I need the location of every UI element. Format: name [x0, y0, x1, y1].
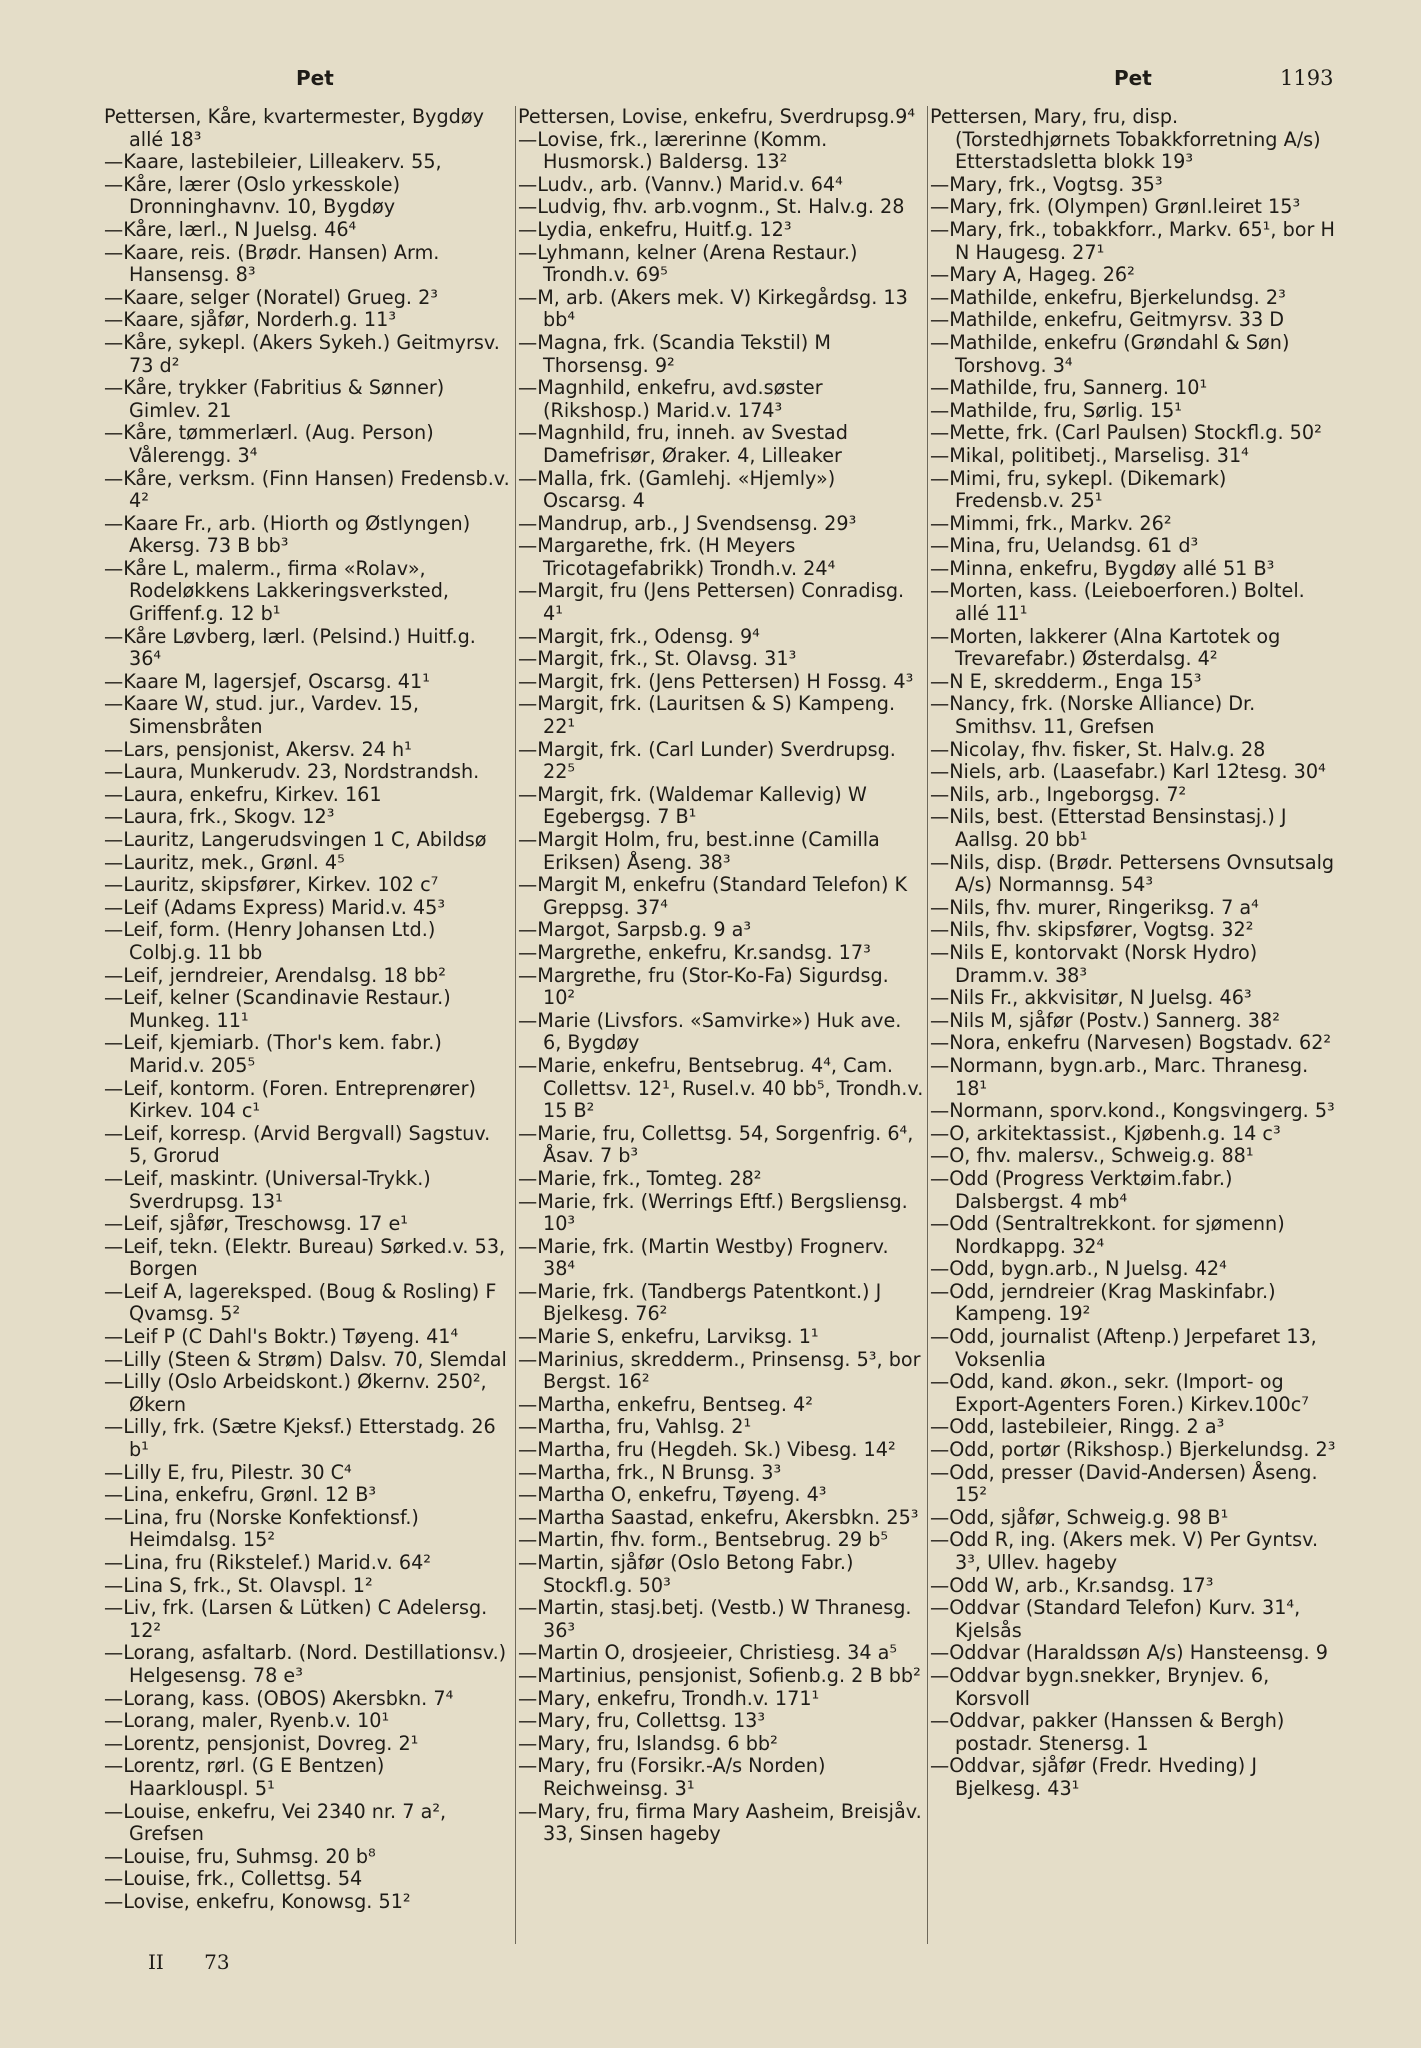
directory-entry: —Morten, lakkerer (Alna Kartotek og Trevarefabr.) Østerdalsg. 4²	[930, 624, 1281, 671]
directory-entry: —Kåre, lærl., N Juelsg. 46⁴	[104, 217, 357, 241]
directory-entry: —Margarethe, frk. (H Meyers Tricotagefabrikk) Trondh.v. 24⁴	[518, 534, 836, 580]
directory-entry: —Lorentz, rørl. (G E Bentzen) Haarklouspl. 5¹	[104, 1754, 385, 1800]
directory-entry: —Lyhmann, kelner (Arena Restaur.) Trondh.v. 69⁵	[518, 240, 858, 287]
directory-entry: —Lydia, enkefru, Huitf.g. 12³	[518, 217, 792, 241]
directory-entry: —Odd, journalist (Aftenp.) Jerpefaret 13, Voksenlia	[930, 1325, 1317, 1371]
directory-entry: —Mimmi, frk., Markv. 26²	[930, 511, 1172, 535]
directory-entry: —Martin, stasj.betj. (Vestb.) W Thranesg. 36³	[518, 1596, 912, 1642]
column-divider	[927, 106, 928, 1944]
directory-entry: —Leif, korresp. (Arvid Bergvall) Sagstuv. 5, Grorud	[104, 1121, 491, 1168]
directory-entry: —Odd W, arb., Kr.sandsg. 17³	[930, 1573, 1214, 1597]
directory-entry: —Nancy, frk. (Norske Alliance) Dr. Smithsv. 11, Grefsen	[930, 692, 1256, 739]
directory-entry: —O, fhv. malersv., Schweig.g. 88¹	[930, 1144, 1254, 1168]
directory-entry: —Lars, pensjonist, Akersv. 24 h¹	[104, 737, 412, 761]
directory-entry: —Nils, disp. (Brødr. Pettersens Ovnsutsalg A/s) Normannsg. 54³	[930, 850, 1335, 897]
directory-entry: —Magnhild, enkefru, avd.søster (Rikshosp.) Marid.v. 174³	[518, 376, 823, 422]
column-2	[518, 106, 924, 1946]
directory-entry: —Lina, enkefru, Grønl. 12 B³	[104, 1483, 377, 1507]
directory-entry: —Laura, frk., Skogv. 12³	[104, 805, 335, 829]
directory-entry: —Mimi, fru, sykepl. (Dikemark) Fredensb.v. 25¹	[930, 466, 1227, 513]
directory-entry: —Kåre, trykker (Fabritius & Sønner) Gimlev. 21	[104, 376, 445, 422]
directory-entry: —Minna, enkefru, Bygdøy allé 51 B³	[930, 556, 1275, 580]
directory-entry: —Kaare, sjåfør, Norderh.g. 11³	[104, 308, 397, 332]
directory-entry: —Leif, kontorm. (Foren. Entreprenører) Kirkev. 104 c¹	[104, 1076, 476, 1123]
directory-entry: —Lilly E, fru, Pilestr. 30 C⁴	[104, 1460, 352, 1484]
directory-entry: —Mina, fru, Uelandsg. 61 d³	[930, 534, 1199, 558]
directory-entry: —Marinius, skredderm., Prinsensg. 5³, bor Bergst. 16²	[518, 1347, 921, 1394]
directory-entry: —Martin, sjåfør (Oslo Betong Fabr.) Stockfl.g. 50³	[518, 1551, 854, 1597]
directory-entry: —Oddvar (Haraldssøn A/s) Hansteensg. 9	[930, 1641, 1328, 1665]
directory-entry: —Mary, frk., tobakkforr., Markv. 65¹, bor H N Haugesg. 27¹	[930, 217, 1335, 264]
directory-entry: —Kaare M, lagersjef, Oscarsg. 41¹	[104, 669, 430, 693]
directory-entry: —Odd, lastebileier, Ringg. 2 a³	[930, 1415, 1225, 1439]
directory-entry: —Laura, enkefru, Kirkev. 161	[104, 782, 382, 806]
directory-entry: —Martinius, pensjonist, Sofienb.g. 2 B bb²	[518, 1663, 921, 1687]
directory-entry: —Margot, Sarpsb.g. 9 a³	[518, 918, 752, 942]
directory-entry: —Odd, portør (Rikshosp.) Bjerkelundsg. 2³	[930, 1438, 1336, 1462]
directory-entry: —Margit, fru (Jens Pettersen) Conradisg. 4¹	[518, 579, 905, 626]
directory-entry: —Oddvar, sjåfør (Fredr. Hveding) J Bjelkesg. 43¹	[930, 1754, 1258, 1800]
directory-entry: —Mary, fru, Collettsg. 13³	[518, 1709, 766, 1733]
directory-entry: —Nils, best. (Etterstad Bensinstasj.) J Aallsg. 20 bb¹	[930, 805, 1287, 851]
directory-entry: —Martin, fhv. form., Bentsebrug. 29 b⁵	[518, 1528, 889, 1552]
directory-entry: —Nils, arb., Ingeborgsg. 7²	[930, 782, 1187, 806]
directory-entry: —Margit Holm, fru, best.inne (Camilla Eriksen) Åseng. 38³	[518, 828, 880, 874]
directory-entry: —Odd (Progress Verktøim.fabr.) Dalsbergst. 4 mb⁴	[930, 1166, 1233, 1213]
directory-entry: —Louise, fru, Suhmsg. 20 b⁸	[104, 1844, 376, 1868]
directory-entry: —Mary A, Hageg. 26²	[930, 263, 1135, 287]
directory-entry: —Nora, enkefru (Narvesen) Bogstadv. 62²	[930, 1031, 1332, 1055]
directory-entry: —Martha, fru, Vahlsg. 2¹	[518, 1415, 752, 1439]
directory-entry: —Martha O, enkefru, Tøyeng. 4³	[518, 1483, 827, 1507]
directory-entry: —Mathilde, enkefru, Bjerkelundsg. 2³	[930, 285, 1286, 309]
directory-entry: —Mathilde, fru, Sannerg. 10¹	[930, 376, 1208, 400]
directory-entry: Pettersen, Kåre, kvartermester, Bygdøy allé 18³	[104, 106, 484, 151]
directory-entry: —Lorang, maler, Ryenb.v. 10¹	[104, 1709, 390, 1733]
directory-entry: —Mary, fru (Forsikr.-A/s Norden) Reichweinsg. 3¹	[518, 1754, 826, 1800]
directory-entry: —Kåre, tømmerlærl. (Aug. Person) Vålerengg. 3⁴	[104, 421, 434, 467]
signature-mark: II	[148, 1950, 164, 1974]
directory-entry: —Leif, sjåfør, Treschowsg. 17 e¹	[104, 1212, 408, 1236]
directory-entry: —Leif (Adams Express) Marid.v. 45³	[104, 895, 446, 919]
directory-entry: —O, arkitektassist., Kjøbenh.g. 14 c³	[930, 1121, 1281, 1145]
directory-entry: —Leif P (C Dahl's Boktr.) Tøyeng. 41⁴	[104, 1325, 459, 1349]
directory-entry: —Margit, frk. (Waldemar Kallevig) W Egebergsg. 7 B¹	[518, 782, 867, 829]
directory-entry: —Nicolay, fhv. fisker, St. Halv.g. 28	[930, 737, 1266, 761]
directory-entry: —Margit, frk., Odensg. 9⁴	[518, 624, 760, 648]
directory-entry: —Lauritz, skipsfører, Kirkev. 102 c⁷	[104, 873, 439, 897]
directory-entry: —Margrethe, enkefru, Kr.sandsg. 17³	[518, 940, 871, 964]
directory-entry: —Lorang, asfaltarb. (Nord. Destillationsv.) Helgesensg. 78 e³	[104, 1641, 507, 1687]
directory-entry: —Kåre, verksm. (Finn Hansen) Fredensb.v. 4²	[104, 466, 510, 513]
directory-entry: —Mary, enkefru, Trondh.v. 171¹	[518, 1686, 820, 1710]
directory-entry: —Marie, fru, Collettsg. 54, Sorgenfrig. 6⁴, Åsav. 7 b³	[518, 1121, 914, 1168]
directory-entry: —Leif, kjemiarb. (Thor's kem. fabr.) Marid.v. 205⁵	[104, 1031, 442, 1077]
directory-entry: —Lilly, frk. (Sætre Kjeksf.) Etterstadg. 26 b¹	[104, 1415, 496, 1462]
directory-entry: —Lorang, kass. (OBOS) Akersbkn. 7⁴	[104, 1686, 454, 1710]
directory-entry: —Oddvar, pakker (Hanssen & Bergh) postadr. Stenersg. 1	[930, 1709, 1285, 1755]
sheet-number: 73	[204, 1950, 230, 1974]
directory-entry: —Lina, fru (Norske Konfektionsf.) Heimdalsg. 15²	[104, 1505, 419, 1552]
directory-entry: —Odd, presser (David-Andersen) Åseng. 15²	[930, 1460, 1318, 1507]
directory-entry: —Liv, frk. (Larsen & Lütken) C Adelersg. 12²	[104, 1596, 488, 1642]
directory-entry: —Lauritz, mek., Grønl. 4⁵	[104, 850, 345, 874]
directory-entry: —Marie S, enkefru, Larviksg. 1¹	[518, 1325, 819, 1349]
directory-entry: —Oddvar bygn.snekker, Brynjev. 6, Korsvoll	[930, 1663, 1270, 1710]
directory-entry: Pettersen, Mary, fru, disp. (Torstedhjørnets Tobakkforretning A/s) Etterstadsletta blokk 19³	[930, 106, 1321, 174]
directory-entry: —Leif, kelner (Scandinavie Restaur.) Munkeg. 11¹	[104, 986, 451, 1032]
directory-entry: —Martha Saastad, enkefru, Akersbkn. 25³	[518, 1505, 919, 1529]
directory-entry: —Lilly (Steen & Strøm) Dalsv. 70, Slemdal	[104, 1347, 507, 1371]
directory-entry: —Mathilde, enkefru, Geitmyrsv. 33 D	[930, 308, 1285, 332]
column-1	[104, 106, 510, 1946]
directory-entry: —Kåre, sykepl. (Akers Sykeh.) Geitmyrsv. 73 d²	[104, 330, 500, 377]
directory-entry: —Marie, frk. (Tandbergs Patentkont.) J Bjelkesg. 76²	[518, 1279, 882, 1326]
directory-entry: —M, arb. (Akers mek. V) Kirkegårdsg. 13 bb⁴	[518, 285, 908, 332]
directory-entry: —Margit, frk. (Jens Pettersen) H Fossg. 4³	[518, 669, 914, 693]
directory-entry: —Lorentz, pensjonist, Dovreg. 2¹	[104, 1731, 419, 1755]
directory-entry: —Leif, tekn. (Elektr. Bureau) Sørked.v. 53, Borgen	[104, 1234, 506, 1281]
directory-entry: —Leif, form. (Henry Johansen Ltd.) Colbj.g. 11 bb	[104, 918, 436, 964]
directory-entry: —Lovise, frk., lærerinne (Komm. Husmorsk.) Baldersg. 13²	[518, 127, 828, 174]
directory-entry: —Mary, fru, firma Mary Aasheim, Breisjåv. 33, Sinsen hageby	[518, 1799, 922, 1846]
directory-entry: —Odd, sjåfør, Schweig.g. 98 B¹	[930, 1505, 1229, 1529]
directory-entry: —Niels, arb. (Laasefabr.) Karl 12tesg. 30⁴	[930, 760, 1326, 784]
directory-entry: —Margit, frk. (Lauritsen & S) Kampeng. 22¹	[518, 692, 896, 739]
directory-entry: —Mathilde, enkefru (Grøndahl & Søn) Torshovg. 3⁴	[930, 330, 1290, 377]
directory-entry: —Leif, jerndreier, Arendalsg. 18 bb²	[104, 963, 446, 987]
directory-entry: —Margit, frk. (Carl Lunder) Sverdrupsg. 22⁵	[518, 737, 896, 784]
directory-entry: —Mikal, politibetj., Marselisg. 31⁴	[930, 443, 1249, 467]
directory-entry: —Kaare W, stud. jur., Vardev. 15, Simensbråten	[104, 692, 419, 739]
directory-entry: —Mathilde, fru, Sørlig. 15¹	[930, 398, 1182, 422]
directory-entry: —Lina, fru (Rikstelef.) Marid.v. 64²	[104, 1551, 431, 1574]
directory-entry: —Margit M, enkefru (Standard Telefon) K Greppsg. 37⁴	[518, 873, 908, 919]
directory-entry: —Kaare, lastebileier, Lilleakerv. 55,	[104, 150, 442, 174]
page-number: 1193	[1280, 66, 1334, 90]
column-3	[930, 106, 1336, 1946]
directory-entry: —Kaare, selger (Noratel) Grueg. 2³	[104, 285, 438, 309]
directory-entry: —Nils Fr., akkvisitør, N Juelsg. 46³	[930, 986, 1252, 1010]
right-running-head: Pet	[1114, 66, 1152, 90]
directory-entry: —Nils, fhv. murer, Ringeriksg. 7 a⁴	[930, 895, 1259, 919]
directory-entry: —Mary, frk. (Olympen) Grønl.leiret 15³	[930, 195, 1301, 219]
directory-entry: —N E, skredderm., Enga 15³	[930, 669, 1202, 693]
directory-entry: —Odd R, ing. (Akers mek. V) Per Gyntsv. 3³, Ullev. hageby	[930, 1528, 1319, 1574]
running-head	[0, 66, 1421, 96]
directory-entry: —Lauritz, Langerudsvingen 1 C, Abildsø	[104, 828, 487, 851]
directory-entry: —Oddvar (Standard Telefon) Kurv. 31⁴, Kjelsås	[930, 1596, 1301, 1642]
directory-entry: —Marie, frk. (Werrings Eftf.) Bergsliensg. 10³	[518, 1189, 908, 1236]
directory-entry: —Ludv., arb. (Vannv.) Marid.v. 64⁴	[518, 172, 843, 196]
directory-entry: —Morten, kass. (Leieboerforen.) Boltel. allé 11¹	[930, 579, 1305, 626]
directory-entry: —Mette, frk. (Carl Paulsen) Stockfl.g. 50²	[930, 421, 1322, 445]
directory-entry: —Nils E, kontorvakt (Norsk Hydro) Dramm.v. 38³	[930, 940, 1258, 987]
directory-entry: —Magnhild, fru, inneh. av Svestad Damefrisør, Øraker. 4, Lilleaker	[518, 421, 848, 467]
directory-entry: —Odd, kand. økon., sekr. (Import- og Export-Agenters Foren.) Kirkev.100c⁷	[930, 1370, 1309, 1416]
directory-entry: —Nils M, sjåfør (Postv.) Sannerg. 38²	[930, 1008, 1280, 1032]
directory-entry: —Martha, fru (Hegdeh. Sk.) Vibesg. 14²	[518, 1438, 896, 1462]
directory-entry: —Marie, frk., Tomteg. 28²	[518, 1166, 762, 1190]
directory-entry: —Martin O, drosjeeier, Christiesg. 34 a⁵	[518, 1641, 898, 1665]
directory-entry: Pettersen, Lovise, enkefru, Sverdrupsg.9⁴	[518, 106, 916, 128]
directory-entry: —Louise, frk., Collettsg. 54	[104, 1867, 363, 1891]
directory-entry: —Kåre Løvberg, lærl. (Pelsind.) Huitf.g. 36⁴	[104, 624, 476, 671]
left-running-head: Pet	[296, 66, 334, 90]
directory-entry: —Odd, bygn.arb., N Juelsg. 42⁴	[930, 1257, 1227, 1281]
directory-entry: —Mary, frk., Vogtsg. 35³	[930, 172, 1163, 196]
directory-entry: —Louise, enkefru, Vei 2340 nr. 7 a², Grefsen	[104, 1799, 447, 1846]
directory-entry: —Odd, jerndreier (Krag Maskinfabr.) Kampeng. 19²	[930, 1279, 1276, 1326]
directory-entry: —Odd (Sentraltrekkont. for sjømenn) Nordkappg. 32⁴	[930, 1212, 1285, 1258]
directory-entry: —Kaare, reis. (Brødr. Hansen) Arm. Hansensg. 8³	[104, 240, 440, 287]
directory-entry: —Margit, frk., St. Olavsg. 31³	[518, 647, 797, 671]
directory-entry: —Martha, enkefru, Bentseg. 4²	[518, 1392, 813, 1416]
column-divider	[515, 106, 516, 1944]
directory-entry: —Kaare Fr., arb. (Hiorth og Østlyngen) Akersg. 73 B bb³	[104, 511, 471, 558]
directory-entry: —Normann, bygn.arb., Marc. Thranesg. 18¹	[930, 1053, 1309, 1100]
directory-entry: —Martha, frk., N Brunsg. 3³	[518, 1460, 782, 1484]
directory-entry: —Nils, fhv. skipsfører, Vogtsg. 32²	[930, 918, 1254, 942]
entry-columns	[104, 106, 1344, 1946]
directory-entry: —Lina S, frk., St. Olavspl. 1²	[104, 1573, 373, 1597]
directory-entry: —Leif A, lagereksped. (Boug & Rosling) F Qvamsg. 5²	[104, 1279, 497, 1326]
directory-entry: —Kåre, lærer (Oslo yrkesskole) Dronninghavnv. 10, Bygdøy	[104, 172, 401, 219]
directory-entry: —Mary, fru, Islandsg. 6 bb²	[518, 1731, 778, 1755]
directory-entry: —Normann, sporv.kond., Kongsvingerg. 5³	[930, 1099, 1335, 1123]
directory-entry: —Marie, frk. (Martin Westby) Frognerv. 38⁴	[518, 1234, 889, 1281]
directory-entry: —Leif, maskintr. (Universal-Trykk.) Sverdrupsg. 13¹	[104, 1166, 431, 1213]
directory-entry: —Marie, enkefru, Bentsebrug. 4⁴, Cam. Collettsv. 12¹, Rusel.v. 40 bb⁵, Trondh.v. 15 B²	[518, 1053, 924, 1123]
page-footer	[148, 1950, 264, 1974]
directory-entry: —Malla, frk. (Gamlehj. «Hjemly») Oscarsg. 4	[518, 466, 836, 513]
directory-entry: —Lovise, enkefru, Konowsg. 51²	[104, 1889, 411, 1913]
directory-entry: —Magna, frk. (Scandia Tekstil) M Thorsensg. 9²	[518, 330, 831, 377]
directory-entry: —Marie (Livsfors. «Samvirke») Huk ave. 6, Bygdøy	[518, 1008, 902, 1055]
directory-entry: —Mandrup, arb., J Svendsensg. 29³	[518, 511, 857, 535]
directory-entry: —Laura, Munkerudv. 23, Nordstrandsh.	[104, 760, 480, 784]
directory-entry: —Lilly (Oslo Arbeidskont.) Økernv. 250², Økern	[104, 1370, 487, 1416]
directory-entry: —Margrethe, fru (Stor-Ko-Fa) Sigurdsg. 10²	[518, 963, 889, 1010]
directory-entry: —Ludvig, fhv. arb.vognm., St. Halv.g. 28	[518, 195, 905, 219]
directory-entry: —Kåre L, malerm., firma «Rolav», Rodeløkkens Lakkeringsverksted, Griffenf.g. 12 b¹	[104, 556, 449, 626]
